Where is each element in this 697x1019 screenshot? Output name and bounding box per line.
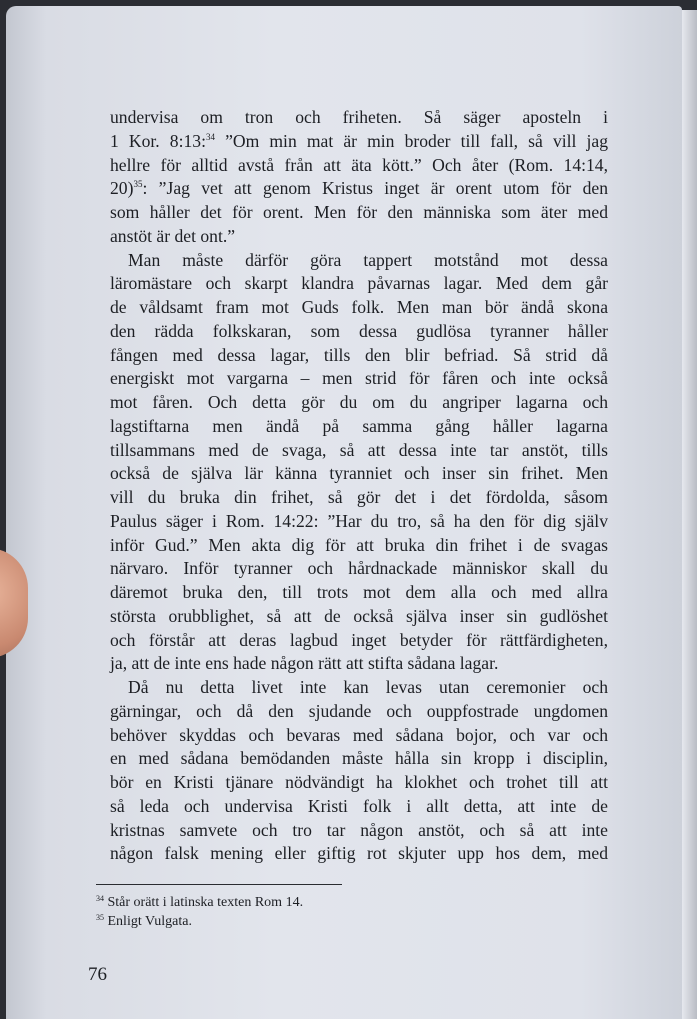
- text-line: en med sådana bemödanden måste hålla sin kropp i disciplin,: [110, 748, 608, 769]
- text-line: anstöt är det ont.”: [110, 225, 236, 246]
- footnote: [96, 893, 496, 912]
- text-line: mot fåren. Och detta gör du om du angriper lagarna och: [110, 392, 608, 412]
- text-line: energiskt mot vargarna – men strid för fåren och inte också: [110, 368, 608, 389]
- text-line: kristnas samvete och tro tar någon anstöt, och så att inte: [110, 819, 608, 840]
- text-line: gärningar, och då den sjudande och ouppfostrade ungdomen: [110, 700, 608, 721]
- text-line: som håller det för orent. Men för den människa som äter med: [110, 202, 608, 222]
- page-number: 76: [88, 964, 107, 985]
- footnote-text: Står orätt i latinska texten Rom 14.: [107, 895, 304, 910]
- text-line: inför Gud.” Men akta dig för att bruka din frihet i de svagas: [110, 534, 608, 555]
- text-line: tillsammans med de svaga, så att dessa inte tar anstöt, tills: [110, 439, 608, 460]
- text-line: däremot bruka den, till trots mot dem alla och med allra: [110, 582, 608, 602]
- text-line: närvaro. Inför tyranner och hårdnackade människor skall du: [110, 558, 608, 579]
- text-line: 1 Kor. 8:13:$^{34}$ ”Om min mat är min broder till fall, så vill jag: [110, 130, 608, 151]
- text-line: lagstiftarna men ändå på samma gång håller lagarna: [110, 415, 608, 436]
- footnote-ref: 34: [205, 131, 215, 142]
- text-line: Paulus säger i Rom. 14:22: ”Har du tro, så ha den för dig själv: [110, 510, 608, 531]
- text-line: någon falsk mening eller giftig rot skjuter upp hos dem, med: [110, 843, 608, 864]
- footnote-rule: [96, 884, 342, 885]
- text-line: och förstår att deras lagbud inget betyder för rättfärdigheten,: [110, 629, 608, 650]
- footnotes: [96, 893, 496, 931]
- text-line: hellre för alltid avstå från att äta kött.” Och åter (Rom. 14:14,: [110, 154, 608, 175]
- text-line: Man måste därför göra tappert motstånd mot dessa: [128, 249, 608, 270]
- footnote-number: 35: [96, 913, 104, 922]
- book-page: [6, 6, 682, 1019]
- footnote-ref: 35: [133, 179, 143, 190]
- text-line: Då nu detta livet inte kan levas utan ceremonier och: [128, 677, 608, 697]
- text-line: den rädda folkskaran, som dessa gudlösa tyranner håller: [110, 320, 608, 341]
- text-line: de våldsamt fram mot Guds folk. Men man bör ändå skona: [110, 297, 608, 317]
- next-page-edge: [682, 10, 697, 1019]
- text-line: bör en Kristi tjänare nödvändigt ha klokhet och trohet till att: [110, 772, 608, 792]
- body-text: [110, 106, 608, 866]
- footnote-text: Enligt Vulgata.: [107, 914, 192, 929]
- footnote: [96, 912, 496, 931]
- text-line: så leda och undervisa Kristi folk i allt detta, att inte de: [110, 795, 608, 816]
- text-line: ja, att de inte ens hade någon rätt att stifta sådana lagar.: [110, 653, 499, 674]
- text-line: behöver skyddas och bevaras med sådana bojor, och var och: [110, 724, 608, 745]
- text-line: fången med dessa lagar, tills den blir befriad. Så strid då: [110, 344, 608, 365]
- text-line: 20)$^{35}$: ”Jag vet att genom Kristus inget är orent utom för den: [110, 178, 608, 199]
- footnote-number: 34: [96, 894, 104, 903]
- text-line: vill du bruka din frihet, så gör det i det fördolda, såsom: [110, 487, 608, 507]
- text-line: läromästare och skarpt klandra påvarnas lagar. Med dem går: [110, 273, 608, 294]
- text-line: också de själva lär känna tyranniet och inser sin frihet. Men: [110, 463, 608, 484]
- text-line: undervisa om tron och friheten. Så säger aposteln i: [110, 107, 608, 127]
- text-line: största orubblighet, så att de också själva inser sin gudlöshet: [110, 605, 608, 626]
